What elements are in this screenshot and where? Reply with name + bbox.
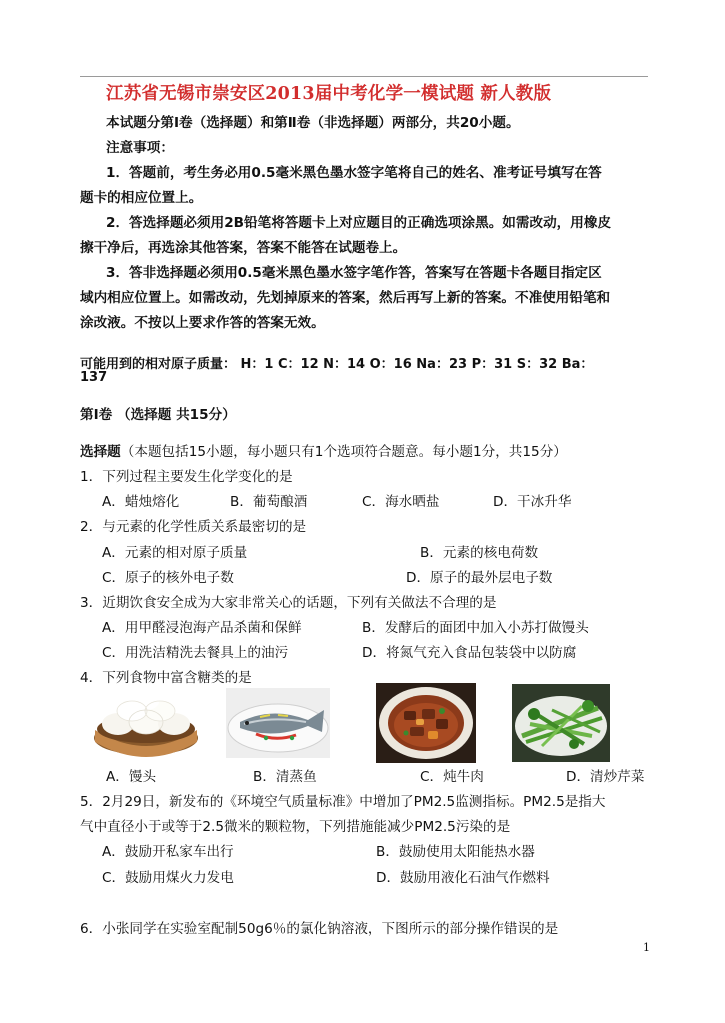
- section-label: 选择题: [80, 444, 121, 460]
- q2-option-d: D．原子的最外层电子数: [406, 570, 553, 586]
- q2-option-a: A．元素的相对原子质量: [102, 545, 248, 561]
- q4-option-a: A．馒头: [106, 769, 157, 785]
- question-3-stem: 3．近期饮食安全成为大家非常关心的话题，下列有关做法不合理的是: [80, 595, 497, 611]
- q3-option-b: B．发酵后的面团中加入小苏打做馒头: [362, 620, 589, 636]
- notice-2-line-2: 擦干净后，再选涂其他答案，答案不能答在试题卷上。: [80, 240, 407, 256]
- q5-option-c: C．鼓励用煤火力发电: [102, 870, 234, 886]
- q1-option-c: C．海水晒盐: [362, 494, 440, 510]
- part1-heading: 第Ⅰ卷 （选择题 共15分）: [80, 407, 236, 423]
- braised-beef-photo: [376, 683, 476, 763]
- q5-option-a: A．鼓励开私家车出行: [102, 844, 234, 860]
- q3-option-d: D．将氮气充入食品包装袋中以防腐: [362, 645, 577, 661]
- q3-option-c: C．用洗洁精洗去餐具上的油污: [102, 645, 289, 661]
- q1-option-d: D．干冰升华: [493, 494, 572, 510]
- question-1-stem: 1．下列过程主要发生化学变化的是: [80, 469, 293, 485]
- intro-text: 本试题分第Ⅰ卷（选择题）和第Ⅱ卷（非选择题）两部分，共20小题。: [106, 115, 520, 131]
- section-desc: （本题包括15小题，每小题只有1个选项符合题意。每小题1分，共15分）: [120, 444, 567, 460]
- top-rule: [80, 76, 648, 77]
- notice-1-line-2: 题卡的相应位置上。: [80, 190, 203, 206]
- question-4-stem: 4．下列食物中富含糖类的是: [80, 670, 252, 686]
- section-intro: [80, 440, 567, 460]
- question-6-stem: 6．小张同学在实验室配制50g6％的氯化钠溶液，下图所示的部分操作错误的是: [80, 921, 559, 937]
- q1-option-b: B．葡萄酿酒: [230, 494, 308, 510]
- question-2-stem: 2．与元素的化学性质关系最密切的是: [80, 519, 307, 535]
- atomic-mass-line-2: 137: [80, 370, 108, 385]
- q4-option-d: D．清炒芹菜: [566, 769, 645, 785]
- page-number: 1: [643, 941, 650, 954]
- steamed-buns-photo: [90, 686, 202, 760]
- q5-option-b: B．鼓励使用太阳能热水器: [376, 844, 535, 860]
- notice-1-line-1: 1．答题前，考生务必用0.5毫米黑色墨水签字笔将自己的姓名、准考证号填写在答: [106, 165, 602, 181]
- q2-option-c: C．原子的核外电子数: [102, 570, 234, 586]
- notice-title: 注意事项：: [106, 140, 174, 156]
- question-5-stem-line-2: 气中直径小于或等于2.5微米的颗粒物，下列措施能减少PM2.5污染的是: [80, 819, 511, 835]
- q5-option-d: D．鼓励用液化石油气作燃料: [376, 870, 550, 886]
- notice-2-line-1: 2．答选择题必须用2B铅笔将答题卡上对应题目的正确选项涂黑。如需改动，用橡皮: [106, 215, 612, 231]
- document-title: 江苏省无锡市崇安区2013届中考化学一模试题 新人教版: [106, 84, 552, 104]
- q4-option-b: B．清蒸鱼: [253, 769, 317, 785]
- steamed-fish-photo: [226, 688, 330, 758]
- q2-option-b: B．元素的核电荷数: [420, 545, 539, 561]
- notice-3-line-3: 涂改液。不按以上要求作答的答案无效。: [80, 315, 325, 331]
- atomic-mass-line-1: 可能用到的相对原子质量： H：1 C：12 N：14 O：16 Na：23 P：31 S：32 Ba：: [80, 357, 594, 372]
- notice-3-line-1: 3．答非选择题必须用0.5毫米黑色墨水签字笔作答，答案写在答题卡各题目指定区: [106, 265, 602, 281]
- q1-option-a: A．蜡烛熔化: [102, 494, 180, 510]
- question-5-stem-line-1: 5．2月29日，新发布的《环境空气质量标准》中增加了PM2.5监测指标。PM2.5是指大: [80, 794, 606, 810]
- q3-option-a: A．用甲醛浸泡海产品杀菌和保鲜: [102, 620, 302, 636]
- notice-3-line-2: 域内相应位置上。如需改动，先划掉原来的答案，然后再写上新的答案。不准使用铅笔和: [80, 290, 611, 306]
- stir-fried-celery-photo: [512, 684, 610, 762]
- q4-option-c: C．炖牛肉: [420, 769, 484, 785]
